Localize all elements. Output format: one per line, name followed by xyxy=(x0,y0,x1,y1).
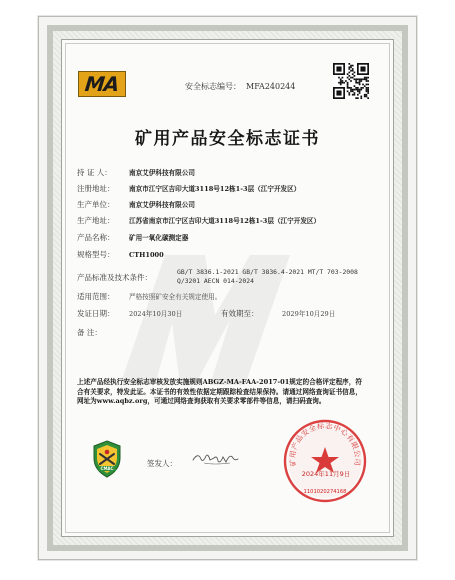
field-label: 规格型号： xyxy=(77,250,115,259)
field-value: 江苏省南京市江宁区吉印大道3118号12栋1-3层（江宁开发区） xyxy=(129,217,321,225)
stamp-code: 1101020274168 xyxy=(303,489,347,495)
signer-label: 签发人： xyxy=(147,459,177,468)
field-value: 2024年10月30日 xyxy=(129,310,183,318)
field-expiry-value: 2029年10月29日 xyxy=(282,310,336,318)
qr-code-icon[interactable] xyxy=(333,63,369,99)
field-label: 备 注： xyxy=(77,328,102,337)
field-label: 发证日期： xyxy=(77,309,115,318)
certificate-title: 矿用产品安全标志证书 xyxy=(135,129,320,149)
field-label: 注册地址： xyxy=(77,184,115,193)
field-label: 生产地址： xyxy=(77,216,115,225)
ma-logo xyxy=(78,71,126,97)
field-label: 产品标准及技术条件： xyxy=(77,273,152,282)
field-label: 生产单位： xyxy=(77,200,115,209)
field-label: 产品名称： xyxy=(77,233,115,242)
field-value: 南京艾伊科技有限公司 xyxy=(129,169,195,177)
ma-logo-text: MA xyxy=(84,72,120,96)
field-expiry-label: 有效期至： xyxy=(221,309,259,318)
cmac-emblem-icon xyxy=(92,440,122,478)
certification-statement: 上述产品经执行安全标志审核发放实施规则ABGZ-MA-FAA-2017-01规定的合格评定程序，符合有关要求，特发此证。本证书的有效性依据定期跟踪检查结果保持。请通过网络查询证书信息，网址为www.aqbz.org，可通过网络查询获取有关要求零部件等信息，请扫码查询。 xyxy=(77,378,362,406)
field-value: 南京市江宁区吉印大道3118号12栋1-3层（江宁开发区） xyxy=(129,185,301,193)
serial-label: 安全标志编号： xyxy=(185,82,241,91)
field-value: 南京艾伊科技有限公司 xyxy=(129,201,195,209)
field-value: 矿用一氧化碳测定器 xyxy=(129,234,189,242)
handwritten-signature xyxy=(190,449,240,467)
field-value-line1: GB/T 3836.1-2021 GB/T 3836.4-2021 MT/T 703-2008 xyxy=(177,268,358,276)
field-label: 适用范围： xyxy=(77,292,115,301)
serial-value: MFA240244 xyxy=(246,82,296,91)
field-value: 严格按照矿安全有关规定使用。 xyxy=(129,293,222,301)
field-value-line2: Q/3201 AECN 014-2024 xyxy=(177,277,254,285)
official-seal-stamp xyxy=(282,418,368,504)
field-value: CTH1000 xyxy=(129,251,164,259)
serial-number xyxy=(185,81,295,92)
field-label: 持 证 人： xyxy=(77,168,112,177)
cmac-text: CMAC xyxy=(100,466,114,472)
stamp-text: 矿用产品安全标志中心有限公司 xyxy=(287,421,363,467)
stamp-date: 2024年11月9日 xyxy=(301,470,351,478)
